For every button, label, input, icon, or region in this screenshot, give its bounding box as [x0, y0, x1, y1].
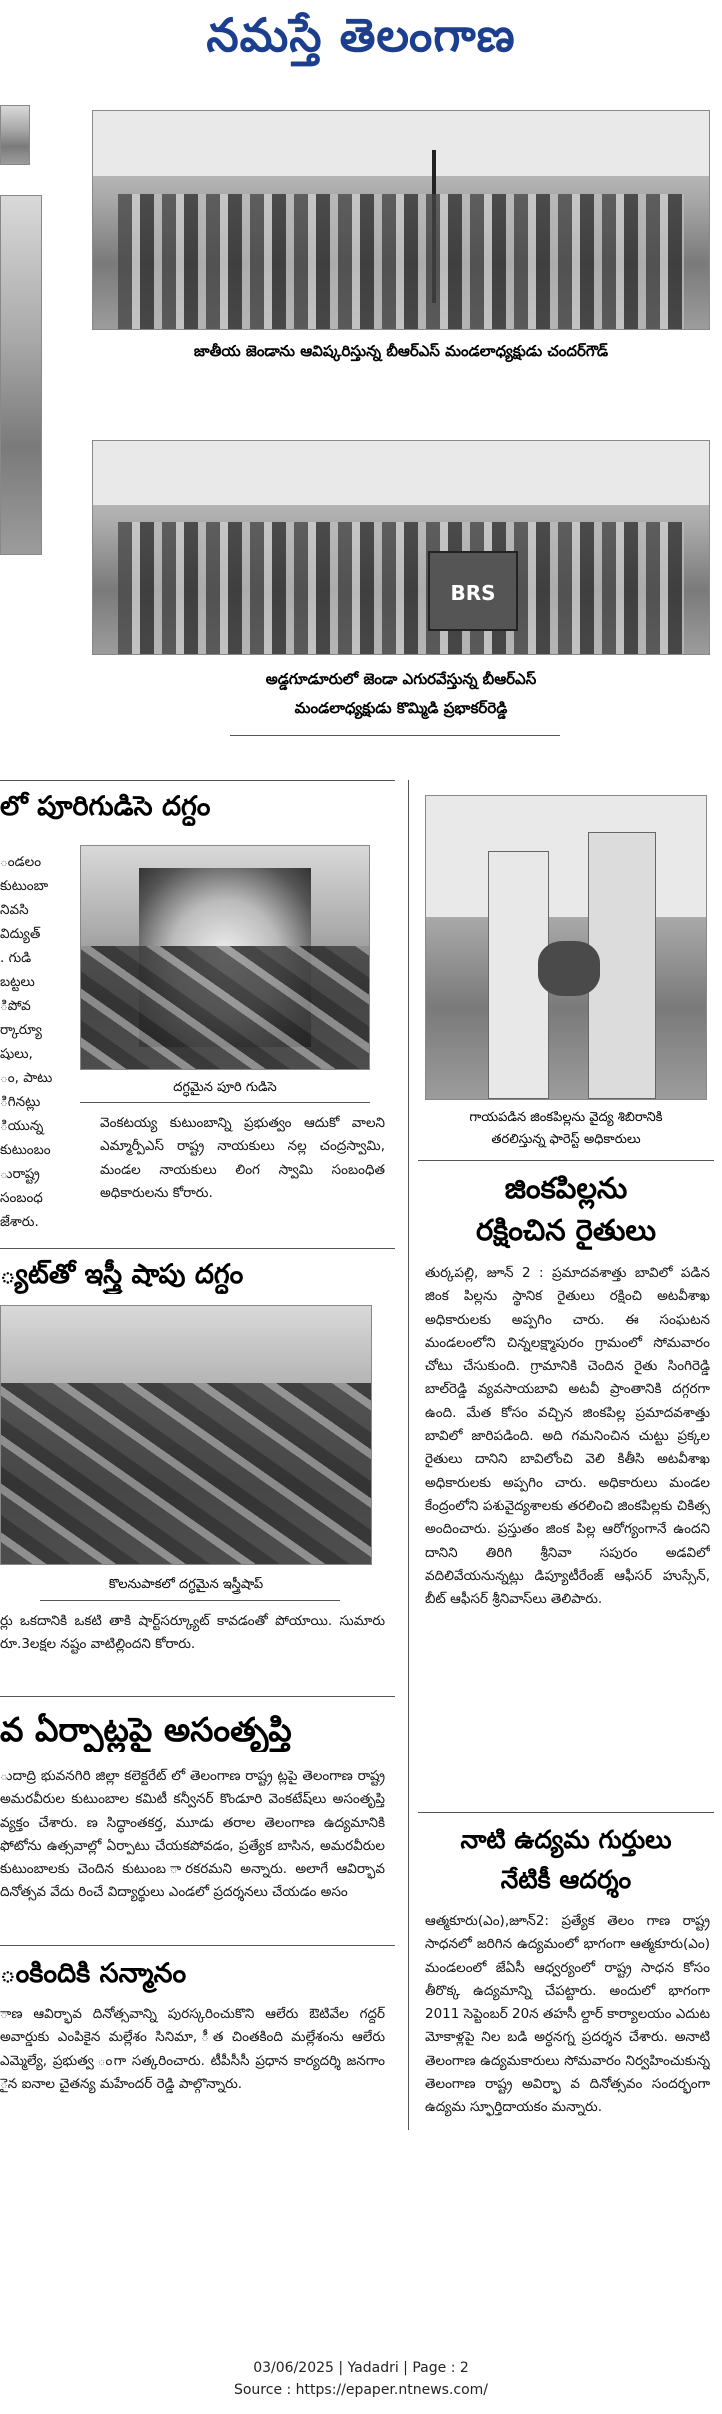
photo2-caption-line1: అడ్డగూడూరులో జెండా ఎగురవేస్తున్న బీఆర్ఎస్ [265, 670, 537, 688]
masthead [0, 0, 722, 75]
deer-headline-line1: జింకపిల్లను [504, 1171, 628, 1205]
deer-rescue-photo [425, 795, 707, 1100]
deer-photo-caption-line1: గాయపడిన జింకపిల్లను వైద్య శిబిరానికి [469, 1110, 663, 1125]
movement-story-body: ఆత్మకూరు(ఎం),జూన్2: ప్రత్యేక తెలం గాణ రాష్ట్ర సాధనలో జరిగిన ఉద్యమంలో భాగంగా ఆత్మకూరు(ఎం) మండలంలో జేఏసీ ఆధ్వర్యంలో రాష్ట్ర సాధన కోసం తీరొక్క ఉద్యమాన్ని చేపట్టారు. అందులో భాగంగా 2011 సెప్టెంబర్ 20న తహసీ ల్దార్ కార్యాలయం ఎదుట మోకాళ్లపై నిల బడి అర్ధనగ్న ప్రదర్శన చేశారు. అనాటి తెలంగాణ ఉద్యమకారులు సోమవారం నిర్వహించుకున్న తెలంగాణ రాష్ట్ర అవిర్భా వ దినోత్సవం సందర్భంగా ఉద్యమ స్ఫూర్తిదాయకం మన్నారు. [425, 1913, 710, 2116]
burnt-shop-caption: కొలనుపాకలో దగ్ధమైన ఇస్త్రీషాప్ [108, 1577, 264, 1592]
burnt-hut-photo [80, 845, 370, 1070]
photo1-caption: జాతీయ జెండాను ఆవిష్కరిస్తున్న బీఆర్ఎస్ మండలాధ్యక్షుడు చందర్‌గౌడ్ [193, 342, 609, 360]
hut-caption-divider [80, 1102, 370, 1103]
movement-headline-line2: నేటికీ ఆదర్శం [500, 1865, 632, 1894]
movement-story-divider [418, 1812, 714, 1813]
burnt-shop-photo [0, 1305, 372, 1565]
formation-day-body: ుదాద్రి భువనగిరి జిల్లా కలెక్టరేట్ లో తెలంగాణ రాష్ట్ర ట్లపై తెలంగాణ రాష్ట్ర అమరవీరుల కుటుంబాల కమిటీ కన్వీనర్ కొండూరి వెంకటేష్‌లు అసంతృప్తి వ్యక్తం చేశారు. ణ సిద్ధాంతకర్త, మూడు తరాల తెలంగాణ ఉద్యమానికి ఫోటోను ఉత్సవాల్లో ఏర్పాటు చేయకపోవడం, ప్రత్యేక బాసిన, అమరవీరుల కుటుంబాలకు చెందిన కుటుంబ ారకరమని అన్నారు. అలాగే ఆవిర్భావ దినోత్సవ వేదు రించే విద్యార్థులు ఎండలో ప్రదర్శనలు చేయడం అసం [0, 1768, 385, 1901]
footer-source: Source : https://epaper.ntnews.com/ [233, 2382, 489, 2398]
formation-day-divider [0, 1696, 395, 1697]
hut-fire-headline: లో పూరిగుడిసె దగ్ధం [0, 791, 211, 822]
formation-day-headline: వ ఏర్పాట్లపై అసంతృప్తి [0, 1710, 292, 1749]
burnt-hut-caption: దగ్ధమైన పూరి గుడిసె [173, 1080, 277, 1095]
shop-fire-body: ర్లు ఒకదానికి ఒకటి తాకి షార్ట్‌సర్క్యూట్ కావడంతో పోయాయి. సుమారు రూ.3లక్షల నష్టం వాటిల్లిందని కోరారు. [0, 1613, 385, 1653]
photo2-caption-line2: మండలాధ్యక్షుడు కొమ్మిడి ప్రభాకర్‌రెడ్డి [294, 699, 508, 717]
felicitation-divider [0, 1945, 395, 1946]
section-divider-left [0, 780, 395, 781]
deer-headline-line2: రక్షించిన రైతులు [475, 1213, 657, 1247]
shop-caption-divider [40, 1600, 340, 1601]
hut-fire-body: వెంకటయ్య కుటుంబాన్ని ప్రభుత్వం ఆదుకో వాలని ఎమ్మార్పీఎస్ రాష్ట్ర నాయకులు నల్ల చంద్రస్వామి, మండల నాయకులు లింగ స్వామి సంబంధిత అధికారులను కోరారు. [100, 1115, 385, 1201]
felicitation-body: ాణ ఆవిర్భావ దినోత్సవాన్ని పురస్కరించుకొని ఆలేరు ఔటివేల గద్దర్ అవార్డుకు ఎంపికైన మల్లేశం సినిమా, ీత చింతకింది మల్లేశంను ఆలేరు ఎమ్మెల్యే, ప్రభుత్వ ంగా సత్కరించారు. టీపీసీసీ ప్రధాన కార్యదర్శి జనగాం ైన ఐనాల చైతన్య మహేందర్ రెడ్డి పాల్గొన్నారు. [0, 2006, 385, 2092]
brs-banner: BRS [428, 551, 518, 631]
footer-date-page: 03/06/2025 | Yadadri | Page : 2 [253, 2360, 469, 2376]
column-separator [408, 780, 409, 2130]
edge-photo-middle [0, 195, 42, 555]
hut-fire-left-column: ండలం కుటుంబా నివసి విద్యుత్ . గుడి బట్టలు ిపోవ ర్కార్యూ షులు, ం, పాటు ిగినట్లు ియున్న కుటుంబం ురాష్ట్ర సంబంధ జేశారు. [0, 854, 53, 1230]
deer-caption-divider [418, 1160, 714, 1161]
edge-photo-top [0, 105, 30, 165]
shop-fire-headline: ్యట్‌తో ఇస్త్రీ షాపు దగ్ధం [0, 1259, 244, 1290]
shop-fire-divider [0, 1248, 395, 1249]
top-story-divider [230, 735, 560, 736]
flag-hoisting-photo-2 [92, 440, 710, 655]
movement-headline-line1: నాటి ఉద్యమ గుర్తులు [460, 1825, 672, 1854]
deer-story-body: తుర్కపల్లి, జూన్ 2 : ప్రమాదవశాత్తు బావిలో పడిన జింక పిల్లను స్థానిక రైతులు రక్షించి అటవీశాఖ అధికారులకు అప్పగిం చారు. ఈ సంఘటన మండలంలోని చిన్నలక్ష్మాపురం గ్రామంలో సోమవారం చోటు చేసుకుంది. గ్రామానికి చెందిన రైతు సింగిరెడ్డి బాల్‌రెడ్డి వ్యవసాయబావి అటవీ ప్రాంతానికి దగ్గరగా ఉంది. మేత కోసం వచ్చిన జింకపిల్ల ప్రమాదవశాత్తు బావిలో జారిపడింది. అది గమనించిన చుట్టు ప్రక్కల రైతులు దానిని బావిలోంచి వెలి కితీసి అటవీశాఖ అధికారులకు అప్పగిం చారు. అధికారులు మండల కేంద్రంలోని పశువైద్యశాలకు తరలించి జింకపిల్లకు చికిత్స అందించారు. ప్రస్తుతం జింక పిల్ల ఆరోగ్యంగానే ఉందని దానిని తిరిగి శ్రీనివా సపురం అడవిలో వదిలివేయనున్నట్లు డిప్యూటీరేంజ్ ఆఫీసర్ హుస్సేన్, బీట్ ఆఫీసర్ శ్రీనివాస్‌లు తెలిపారు. [425, 1265, 710, 1608]
deer-photo-caption-line2: తరలిస్తున్న ఫారెస్ట్ అధికారులు [491, 1132, 641, 1147]
newspaper-title: నమస్తే తెలంగాణ [206, 8, 516, 62]
felicitation-headline: ంకిందికి సన్మానం [0, 1958, 187, 1989]
flag-hoisting-photo-1 [92, 110, 710, 330]
